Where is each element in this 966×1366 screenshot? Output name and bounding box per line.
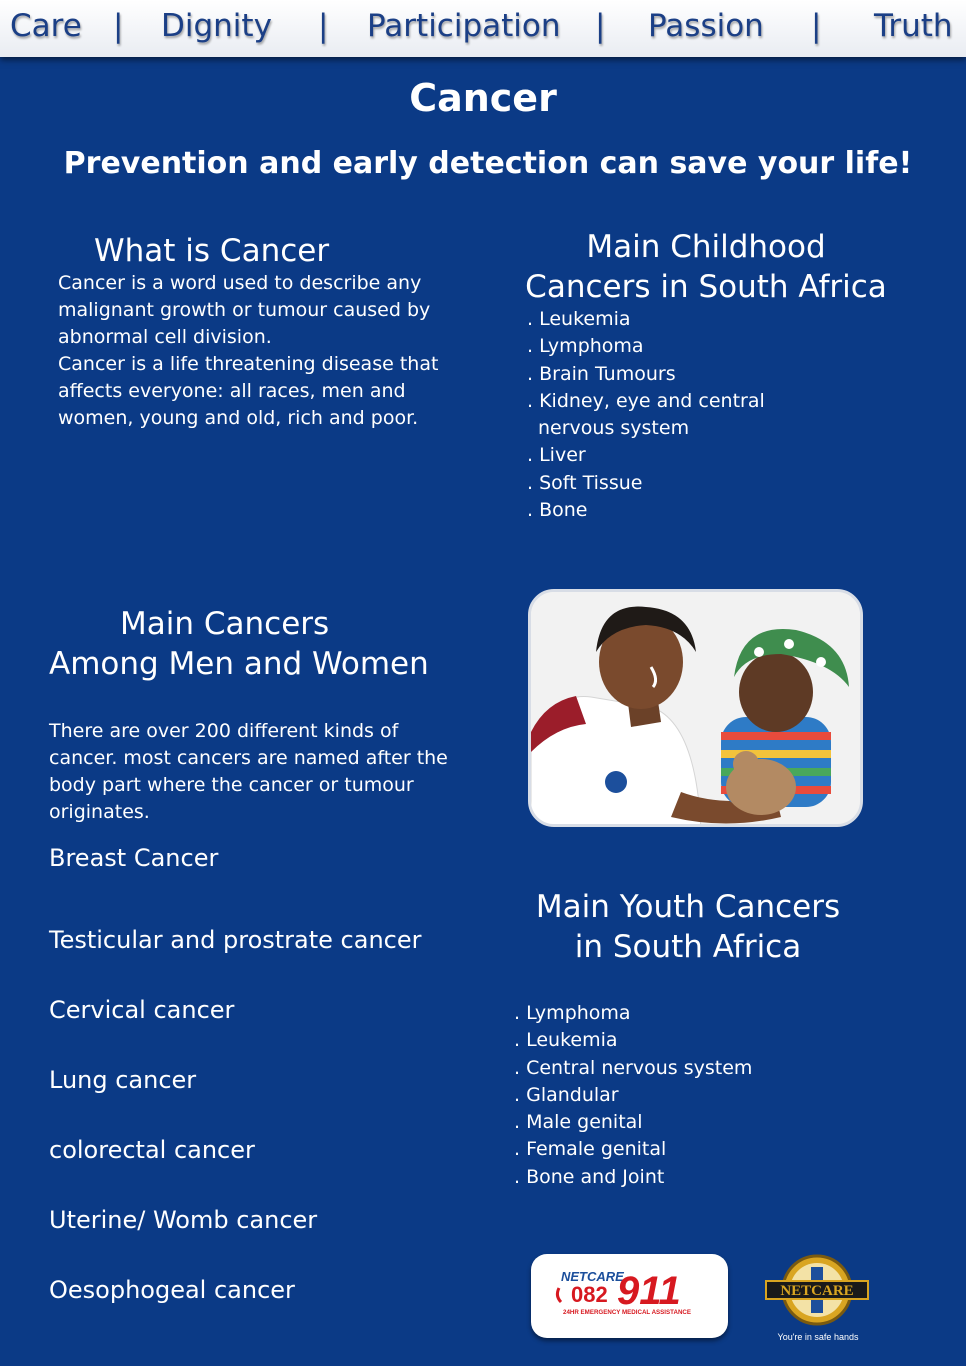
men-women-cancers-heading	[49, 604, 429, 684]
youth-cancers-list	[514, 1000, 834, 1191]
list-item: . Soft Tissue	[527, 470, 847, 497]
list-item: . Lymphoma	[514, 1000, 834, 1027]
men-women-heading-line-1: Main Cancers	[120, 606, 330, 642]
list-item: . Central nervous system	[514, 1055, 834, 1082]
men-women-heading-line-2: Among Men and Women	[49, 646, 429, 682]
nurse-child-illustration	[531, 592, 863, 827]
list-item: . Liver	[527, 442, 847, 469]
list-item: Breast Cancer	[49, 844, 219, 872]
list-item: . Glandular	[514, 1082, 834, 1109]
list-item: Lung cancer	[49, 1066, 197, 1094]
youth-heading-line-1: Main Youth Cancers	[535, 889, 841, 925]
what-is-cancer-text	[58, 270, 483, 432]
childhood-heading-line-1: Main Childhood	[586, 229, 826, 265]
nav-item-participation: Participation	[367, 8, 561, 44]
list-item: . Bone	[527, 497, 847, 524]
nav-separator: |	[595, 8, 606, 44]
emergency-prefix-text: 082	[571, 1282, 608, 1307]
list-item: . Lymphoma	[527, 333, 847, 360]
emergency-number-text: 911	[617, 1269, 681, 1313]
nav-separator: |	[811, 8, 822, 44]
what-is-cancer-heading: What is Cancer	[94, 233, 330, 269]
emergency-brand-text: NETCARE	[561, 1269, 624, 1284]
youth-heading-line-2: in South Africa	[574, 929, 802, 965]
list-item: Cervical cancer	[49, 996, 235, 1024]
list-item: . Kidney, eye and central nervous system	[527, 388, 847, 443]
list-item: Testicular and prostrate cancer	[49, 926, 422, 954]
childhood-cancers-heading	[500, 227, 912, 307]
list-item: . Male genital	[514, 1109, 834, 1136]
phone-icon	[557, 1288, 561, 1302]
nav-item-care: Care	[10, 8, 82, 44]
list-item: . Female genital	[514, 1136, 834, 1163]
page-title: Cancer	[409, 76, 557, 120]
nav-separator: |	[318, 8, 329, 44]
netcare-crest-logo	[762, 1250, 872, 1345]
what-is-cancer-para-2: Cancer is a life threatening disease that affects everyone: all races, men and women, young and old, rich and poor.	[58, 353, 439, 429]
list-item: . Leukemia	[514, 1027, 834, 1054]
netcare-name-text: NETCARE	[780, 1283, 854, 1299]
list-item: Oesophogeal cancer	[49, 1276, 295, 1304]
list-item: Uterine/ Womb cancer	[49, 1206, 318, 1234]
netcare-crest-art	[762, 1250, 872, 1345]
netcare-tagline-text: You're in safe hands	[777, 1332, 859, 1342]
list-item: colorectal cancer	[49, 1136, 255, 1164]
netcare-911-logo	[531, 1254, 728, 1338]
childhood-cancers-list	[527, 306, 847, 524]
list-item: . Bone and Joint	[514, 1164, 834, 1191]
netcare-911-logo-art	[531, 1254, 728, 1338]
nav-separator: |	[113, 8, 124, 44]
emergency-caption-text: 24HR EMERGENCY MEDICAL ASSISTANCE	[563, 1309, 692, 1316]
nav-item-dignity: Dignity	[161, 8, 272, 44]
page-subtitle: Prevention and early detection can save your life!	[63, 146, 913, 181]
nurse-with-child-photo	[528, 589, 863, 827]
list-item: . Brain Tumours	[527, 361, 847, 388]
childhood-heading-line-2: Cancers in South Africa	[525, 269, 887, 305]
nav-item-truth: Truth	[874, 8, 953, 44]
nav-item-passion: Passion	[648, 8, 764, 44]
youth-cancers-heading	[483, 887, 893, 967]
what-is-cancer-para-1: Cancer is a word used to describe any malignant growth or tumour caused by abnormal cell division.	[58, 272, 431, 348]
list-item: . Leukemia	[527, 306, 847, 333]
values-nav-bar	[0, 0, 966, 57]
men-women-intro: There are over 200 different kinds of cancer. most cancers are named after the body part where the cancer or tumour originates.	[49, 720, 448, 823]
